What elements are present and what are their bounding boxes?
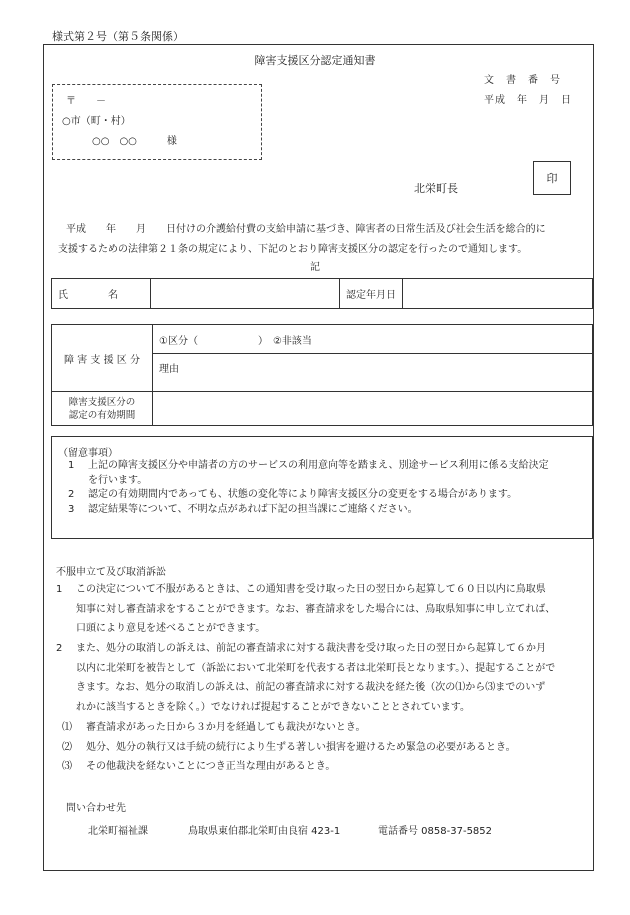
intro-line-1: 平成 年 月 日付けの介護給付費の支給申請に基づき、障害者の日常生活及び社会生活を総合的に (66, 224, 546, 235)
contact-phone: 電話番号 0858-37-5852 (378, 826, 493, 837)
name-label: 氏 名 (52, 279, 151, 309)
appeal-p1-num: 1 (56, 584, 63, 595)
intro-paragraph (58, 220, 546, 260)
appeal-p1-line-3: 口頭により意見を述べることができます。 (76, 623, 266, 634)
appeal-p1-line-1 (56, 580, 555, 600)
issuer-name: 北栄町長 (414, 182, 458, 195)
form-number: 様式第２号（第５条関係） (52, 30, 184, 43)
appeal-p2-line-4: れかに該当するときを除く。）でなければ提起することができないこととされています。 (76, 701, 470, 713)
contact-dept: 北栄町福祉課 (88, 826, 148, 837)
condition-3 (62, 757, 516, 777)
appeal-p1-text-1: この決定について不服があるときは、この通知書を受け取った日の翌日から起算して６０日以内に鳥取県 (76, 584, 546, 595)
seal-box (533, 161, 571, 195)
category-label: 障 害 支 援 区 分 (52, 325, 153, 392)
city-line: ○市（町・村） (62, 116, 131, 127)
appeal-p2-line-3: きます。なお、処分の取消しの訴えは、前記の審査請求に対する裁決を経た後（次の⑴から⑶までのいず (76, 682, 546, 693)
condition-num: ⑴ (62, 722, 72, 733)
validity-label-2: 認定の有効期間 (68, 409, 136, 421)
validity-label (52, 392, 153, 426)
notes-list (68, 459, 549, 517)
doc-number-label: 文 書 番 号 (484, 75, 561, 86)
note-text: 認定の有効期間内であっても、状態の変化等により障害支援区分の変更をする場合があります。 (88, 489, 518, 500)
reason-cell (153, 354, 593, 392)
condition-text: 審査請求があった日から３か月を経過しても裁決がないとき。 (86, 722, 366, 733)
category-options: ①区分（ ） ②非該当 (153, 325, 593, 354)
note-num: 1 (68, 460, 75, 471)
postal-code: 〒 － (66, 96, 106, 107)
note-item-2 (68, 488, 549, 503)
appeal-paragraph-1 (56, 580, 555, 639)
appeal-p2-line-2: 以内に北栄町を被告として（訴訟において北栄町を代表する者は北栄町長となります。）、提起することがで (76, 662, 556, 674)
condition-text: その他裁決を経ないことにつき正当な理由があるとき。 (86, 761, 336, 772)
validity-value (153, 392, 593, 426)
condition-num: ⑶ (62, 761, 72, 772)
notes-heading: （留意事項） (58, 448, 118, 459)
document-title: 障害支援区分認定通知書 (254, 54, 376, 67)
category-table (51, 324, 593, 426)
condition-text: 処分、処分の執行又は手続の続行により生ずる著しい損害を避けるため緊急の必要があるとき。 (86, 741, 516, 753)
cert-date-value (403, 279, 593, 309)
cert-date-label: 認定年月日 (340, 279, 403, 309)
condition-1 (62, 718, 516, 738)
date-label: 平成 年 月 日 (484, 95, 572, 106)
appeal-paragraph-2 (56, 639, 555, 717)
note-item-3 (68, 503, 549, 518)
condition-2 (62, 738, 516, 758)
name-date-table (51, 278, 593, 309)
appeal-heading: 不服申立て及び取消訴訟 (56, 567, 166, 578)
note-text: 上記の障害支援区分や申請者の方のサービスの利用意向等を踏まえ、別途サービス利用に係る支給決定 (88, 460, 549, 471)
ki-heading: 記 (310, 262, 320, 273)
appeal-p2-num: 2 (56, 643, 63, 654)
appeal-p2-text-1: また、処分の取消しの訴えは、前記の審査請求に対する裁決書を受け取った日の翌日から起算して６か月 (76, 643, 546, 654)
note-num: 2 (68, 489, 75, 500)
condition-num: ⑵ (62, 741, 72, 753)
recipient-name: ○○ ○○ 様 (92, 136, 177, 147)
note-text: 認定結果等について、不明な点があれば下記の担当課にご連絡ください。 (88, 503, 418, 515)
appeal-p1-line-2: 知事に対し審査請求をすることができます。なお、審査請求をした場合には、鳥取県知事に申し立てれば、 (76, 603, 556, 615)
contact-heading: 問い合わせ先 (66, 803, 126, 814)
reason-label: 理由 (159, 364, 179, 375)
appeal-p2-line-1 (56, 639, 555, 659)
contact-address: 鳥取県東伯郡北栄町由良宿 423-1 (188, 826, 341, 837)
intro-line-2: 支援するための法律第２１条の規定により、下記のとおり障害支援区分の認定を行ったので通知します。 (58, 244, 528, 255)
seal-mark: 印 (546, 172, 558, 185)
note-item-1-cont: を行います。 (88, 474, 148, 486)
validity-label-1: 障害支援区分の (68, 396, 136, 408)
note-num: 3 (68, 503, 75, 515)
note-item-1 (68, 459, 549, 474)
appeal-conditions (62, 718, 516, 777)
name-value (151, 279, 340, 309)
